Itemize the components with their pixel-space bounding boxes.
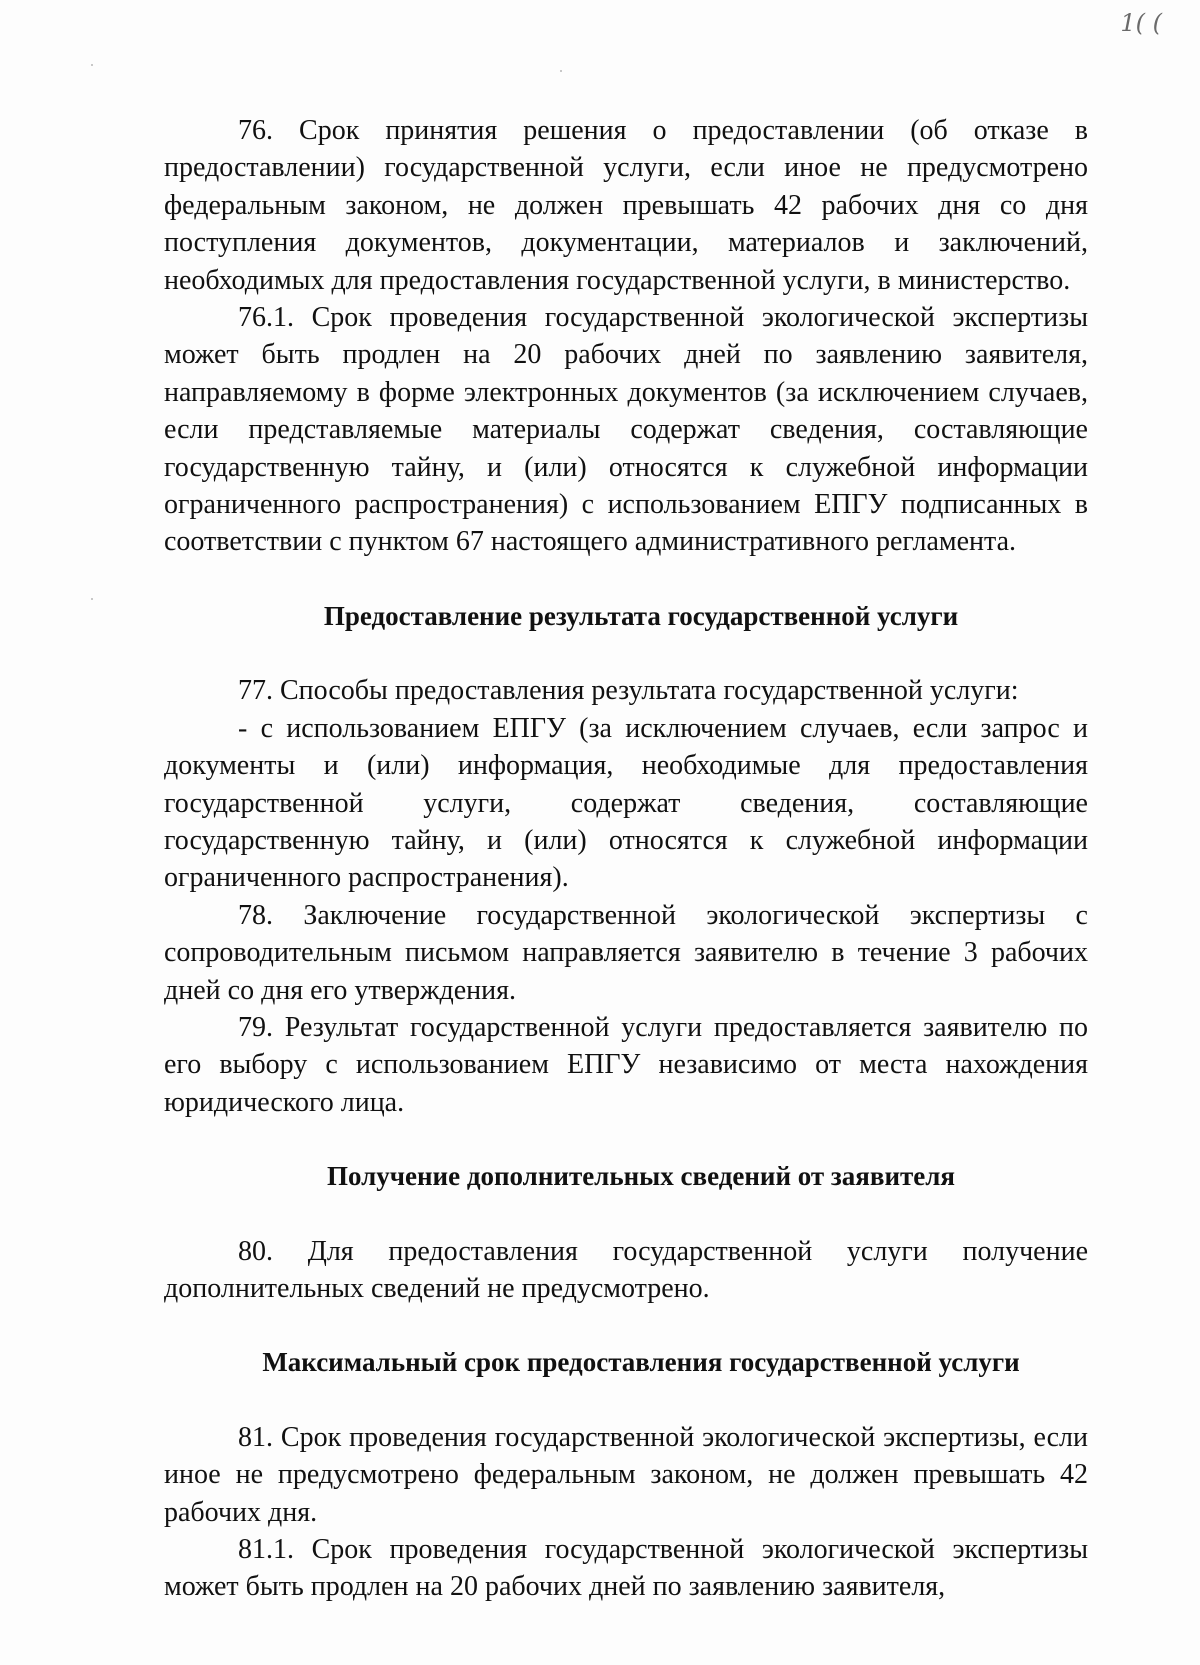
paragraph-79: 79. Результат государственной услуги предоставляется заявителю по его выбору с использованием ЕПГУ независимо от места нахождения юридического лица.	[164, 1011, 1088, 1118]
paragraph-80: 80. Для предоставления государственной услуги получение дополнительных сведений не предусмотрено.	[164, 1235, 1088, 1304]
scan-speck	[91, 598, 93, 600]
paragraph-81-1: 81.1. Срок проведения государственной экологической экспертизы может быть продлен на 20 рабочих дней по заявлению заявителя,	[164, 1534, 1088, 1603]
scan-speck	[560, 70, 562, 72]
section-heading-max-term: Максимальный срок предоставления государственной услуги	[262, 1347, 1020, 1378]
document-body	[164, 112, 1088, 1606]
section-heading-result: Предоставление результата государственной услуги	[323, 600, 959, 631]
handwritten-page-mark: 1( (	[1120, 9, 1162, 37]
paragraph-78: 78. Заключение государственной экологической экспертизы с сопроводительным письмом направляется заявителю в течение 3 рабочих дней со дня его утверждения.	[164, 899, 1088, 1006]
paragraph-76: 76. Срок принятия решения о предоставлении (об отказе в предоставлении) государственной услуги, если иное не предусмотрено федеральным законом, не должен превышать 42 рабочих дня со дня поступления документов, документации, материалов и заключений, необходимых для предоставления государственной услуги, в министерство.	[164, 115, 1088, 296]
scan-speck	[91, 64, 93, 66]
paragraph-77: 77. Способы предоставления результата государственной услуги:	[238, 675, 1019, 707]
paragraph-76-1: 76.1. Срок проведения государственной экологической экспертизы может быть продлен на 20 рабочих дней по заявлению заявителя, направляемому в форме электронных документов (за исключением случаев, если представляемые материалы содержат сведения, составляющие государственную тайну, и (или) относятся к служебной информации ограниченного распространения) с использованием ЕПГУ подписанных в соответствии с пунктом 67 настоящего административного регламента.	[164, 302, 1088, 558]
paragraph-81: 81. Срок проведения государственной экологической экспертизы, если иное не предусмотрено федеральным законом, не должен превышать 42 рабочих дня.	[164, 1421, 1088, 1528]
section-heading-additional-info: Получение дополнительных сведений от заявителя	[326, 1161, 956, 1192]
paragraph-77-item: - с использованием ЕПГУ (за исключением случаев, если запрос и документы и (или) информация, необходимые для предоставления государственной услуги, содержат сведения, составляющие государственную тайну, и (или) относятся к служебной информации ограниченного распространения).	[164, 712, 1088, 894]
